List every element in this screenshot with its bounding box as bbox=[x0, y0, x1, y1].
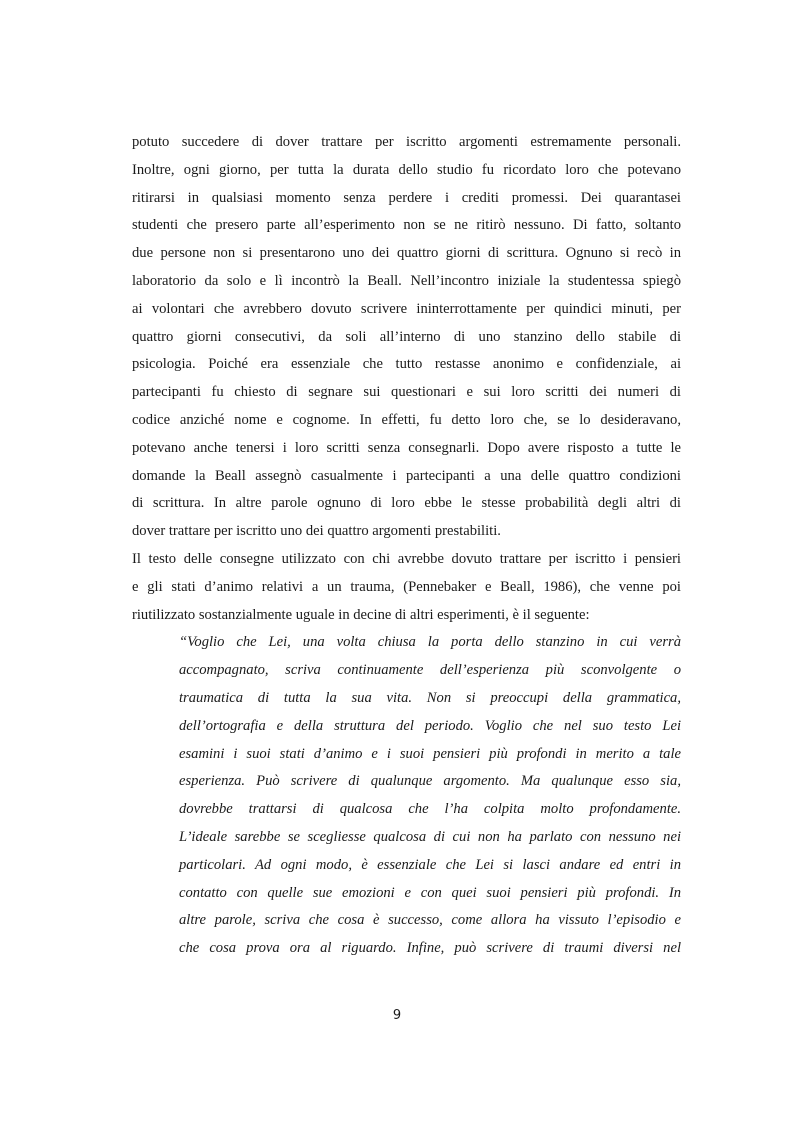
quote-line: esperienza. Può scrivere di qualunque argomento. Ma qualunque esso sia, bbox=[179, 773, 681, 790]
text-line: psicologia. Poiché era essenziale che tutto restasse anonimo e confidenziale, ai bbox=[132, 356, 681, 373]
text-line: partecipanti fu chiesto di segnare sui questionari e sui loro scritti dei numeri di bbox=[132, 384, 681, 401]
page-body bbox=[132, 129, 681, 963]
quote-line: traumatica di tutta la sua vita. Non si preoccupi della grammatica, bbox=[179, 689, 681, 706]
quote-line: accompagnato, scriva continuamente dell’esperienza più sconvolgente o bbox=[179, 662, 681, 679]
text-line: studenti che presero parte all’esperimento non se ne ritirò nessuno. Di fatto, soltanto bbox=[132, 217, 681, 234]
text-line: e gli stati d’animo relativi a un trauma, (Pennebaker e Beall, 1986), che venne poi bbox=[132, 578, 681, 595]
quote-line: altre parole, scriva che cosa è successo, come allora ha vissuto l’episodio e bbox=[179, 912, 681, 929]
quote-line: esamini i suoi stati d’animo e i suoi pensieri più profondi in merito a tale bbox=[179, 745, 681, 762]
paragraph-study-procedure bbox=[132, 129, 681, 546]
text-line: laboratorio da solo e lì incontrò la Beall. Nell’incontro iniziale la studentessa spiegò bbox=[132, 272, 681, 289]
quote-line: “Voglio che Lei, una volta chiusa la porta dello stanzino in cui verrà bbox=[179, 634, 681, 651]
text-line: riutilizzato sostanzialmente uguale in decine di altri esperimenti, è il seguente: bbox=[132, 606, 590, 623]
quote-line: L’ideale sarebbe se scegliesse qualcosa di cui non ha parlato con nessuno nei bbox=[179, 828, 681, 845]
quote-line: dovrebbe trattarsi di qualcosa che l’ha colpita molto profondamente. bbox=[179, 801, 681, 818]
text-line: quattro giorni consecutivi, da soli all’interno di uno stanzino dello stabile di bbox=[132, 328, 681, 345]
text-line: codice anziché nome e cognome. In effetti, fu detto loro che, se lo desideravano, bbox=[132, 411, 681, 428]
text-line: domande la Beall assegnò casualmente i partecipanti a una delle quattro condizioni bbox=[132, 467, 681, 484]
paragraph-instructions-intro bbox=[132, 546, 681, 629]
text-line: potevano anche tenersi i loro scritti senza consegnarli. Dopo avere risposto a tutte le bbox=[132, 439, 681, 456]
quote-line: particolari. Ad ogni modo, è essenziale che Lei si lasci andare ed entri in bbox=[179, 856, 681, 873]
quote-line: contatto con quelle sue emozioni e con quei suoi pensieri più profondi. In bbox=[179, 884, 681, 901]
text-line: due persone non si presentarono uno dei quattro giorni di scrittura. Ognuno si recò in bbox=[132, 245, 681, 262]
block-quote-instructions bbox=[179, 629, 681, 963]
text-line: di scrittura. In altre parole ognuno di loro ebbe le stesse probabilità degli altri di bbox=[132, 495, 681, 512]
text-line: Il testo delle consegne utilizzato con chi avrebbe dovuto trattare per iscritto i pensieri bbox=[132, 550, 681, 567]
text-line: Inoltre, ogni giorno, per tutta la durata dello studio fu ricordato loro che potevano bbox=[132, 161, 681, 178]
quote-line: dell’ortografia e della struttura del periodo. Voglio che nel suo testo Lei bbox=[179, 717, 681, 734]
page-number: 9 bbox=[392, 1008, 402, 1023]
text-line: potuto succedere di dover trattare per iscritto argomenti estremamente personali. bbox=[132, 134, 681, 150]
text-line: ritirarsi in qualsiasi momento senza perdere i crediti promessi. Dei quarantasei bbox=[132, 189, 681, 206]
text-line: dover trattare per iscritto uno dei quattro argomenti prestabiliti. bbox=[132, 523, 501, 540]
quote-line: che cosa prova ora al riguardo. Infine, può scrivere di traumi diversi nel bbox=[179, 940, 681, 957]
text-line: ai volontari che avrebbero dovuto scrivere ininterrottamente per quindici minuti, per bbox=[132, 300, 681, 317]
